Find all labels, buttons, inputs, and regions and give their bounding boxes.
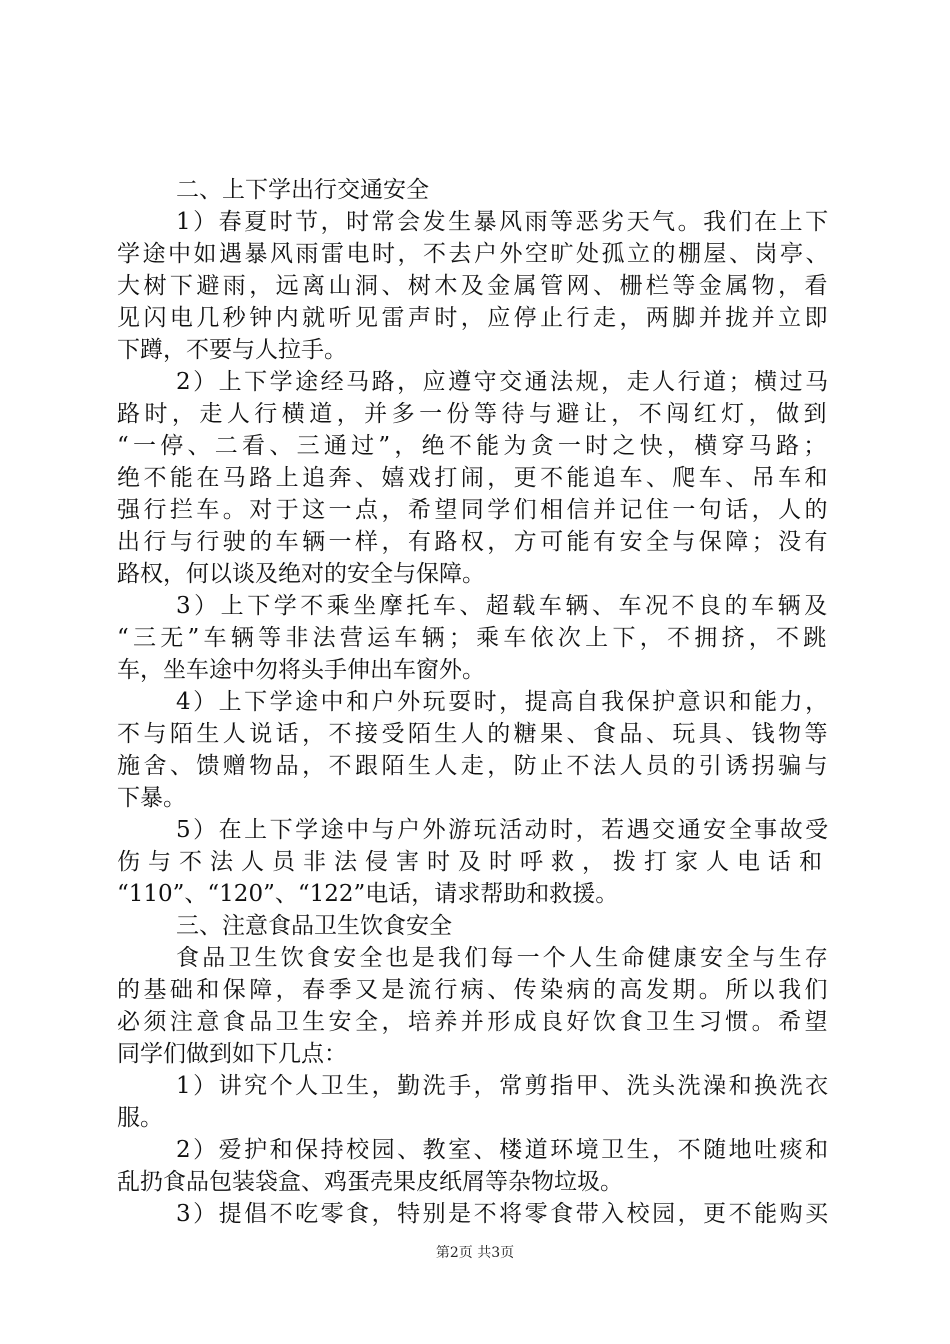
text-line: “110”、“120”、“122”电话，请求帮助和救援。 [117, 881, 619, 907]
text-line: 不与陌生人说话，不接受陌生人的糖果、食品、玩具、钱物等 [117, 721, 831, 747]
text-line: 3）提倡不吃零食，特别是不将零食带入校园，更不能购买 [176, 1201, 831, 1227]
text-line: 服。 [117, 1105, 163, 1131]
text-line: 1）讲究个人卫生，勤洗手，常剪指甲、洗头洗澡和换洗衣 [176, 1073, 831, 1099]
text-line: 下蹲，不要与人拉手。 [117, 337, 347, 363]
text-line: 3）上下学不乘坐摩托车、超载车辆、车况不良的车辆及 [176, 593, 831, 619]
text-line: 三、注意食品卫生饮食安全 [176, 913, 452, 939]
text-line: 车，坐车途中勿将头手伸出车窗外。 [117, 657, 485, 683]
text-line: 强行拦车。对于这一点，希望同学们相信并记住一句话，人的 [117, 497, 831, 523]
page-footer: 第2页 共3页 [435, 1245, 515, 1261]
text-line: 2）爱护和保持校园、教室、楼道环境卫生，不随地吐痰和 [176, 1137, 831, 1163]
text-line: 二、上下学出行交通安全 [176, 177, 429, 203]
text-line: 下暴。 [117, 785, 186, 811]
text-line: 出行与行驶的车辆一样，有路权，方可能有安全与保障；没有 [117, 529, 831, 555]
text-line: 5）在上下学途中与户外游玩活动时，若遇交通安全事故受 [176, 817, 831, 843]
text-line: 2）上下学途经马路，应遵守交通法规，走人行道；横过马 [176, 369, 831, 395]
text-line: 大树下避雨，远离山洞、树木及金属管网、栅栏等金属物，看 [117, 273, 831, 299]
text-line: “一停、二看、三通过”，绝不能为贪一时之快，横穿马路； [117, 433, 831, 459]
text-line: 绝不能在马路上追奔、嬉戏打闹，更不能追车、爬车、吊车和 [117, 465, 831, 491]
text-line: 的基础和保障，春季又是流行病、传染病的高发期。所以我们 [117, 977, 831, 1003]
text-line: 4）上下学途中和户外玩耍时，提高自我保护意识和能力， [176, 689, 831, 715]
text-line: 伤与不法人员非法侵害时及时呼救，拨打家人电话和 [117, 849, 830, 875]
text-line: 施舍、馈赠物品，不跟陌生人走，防止不法人员的引诱拐骗与 [117, 753, 831, 779]
text-line: 1）春夏时节，时常会发生暴风雨等恶劣天气。我们在上下 [176, 209, 831, 235]
text-line: 学途中如遇暴风雨雷电时，不去户外空旷处孤立的棚屋、岗亭、 [117, 241, 831, 267]
text-line: 乱扔食品包装袋盒、鸡蛋壳果皮纸屑等杂物垃圾。 [117, 1169, 623, 1195]
text-line: 同学们做到如下几点： [117, 1041, 347, 1067]
text-line: 见闪电几秒钟内就听见雷声时，应停止行走，两脚并拢并立即 [117, 305, 831, 331]
text-line: 食品卫生饮食安全也是我们每一个人生命健康安全与生存 [176, 945, 831, 971]
text-line: “三无”车辆等非法营运车辆；乘车依次上下，不拥挤，不跳 [117, 625, 831, 651]
text-line: 路时，走人行横道，并多一份等待与避让，不闯红灯，做到 [117, 401, 831, 427]
text-line: 路权，何以谈及绝对的安全与保障。 [117, 561, 485, 587]
text-line: 必须注意食品卫生安全，培养并形成良好饮食卫生习惯。希望 [117, 1009, 831, 1035]
